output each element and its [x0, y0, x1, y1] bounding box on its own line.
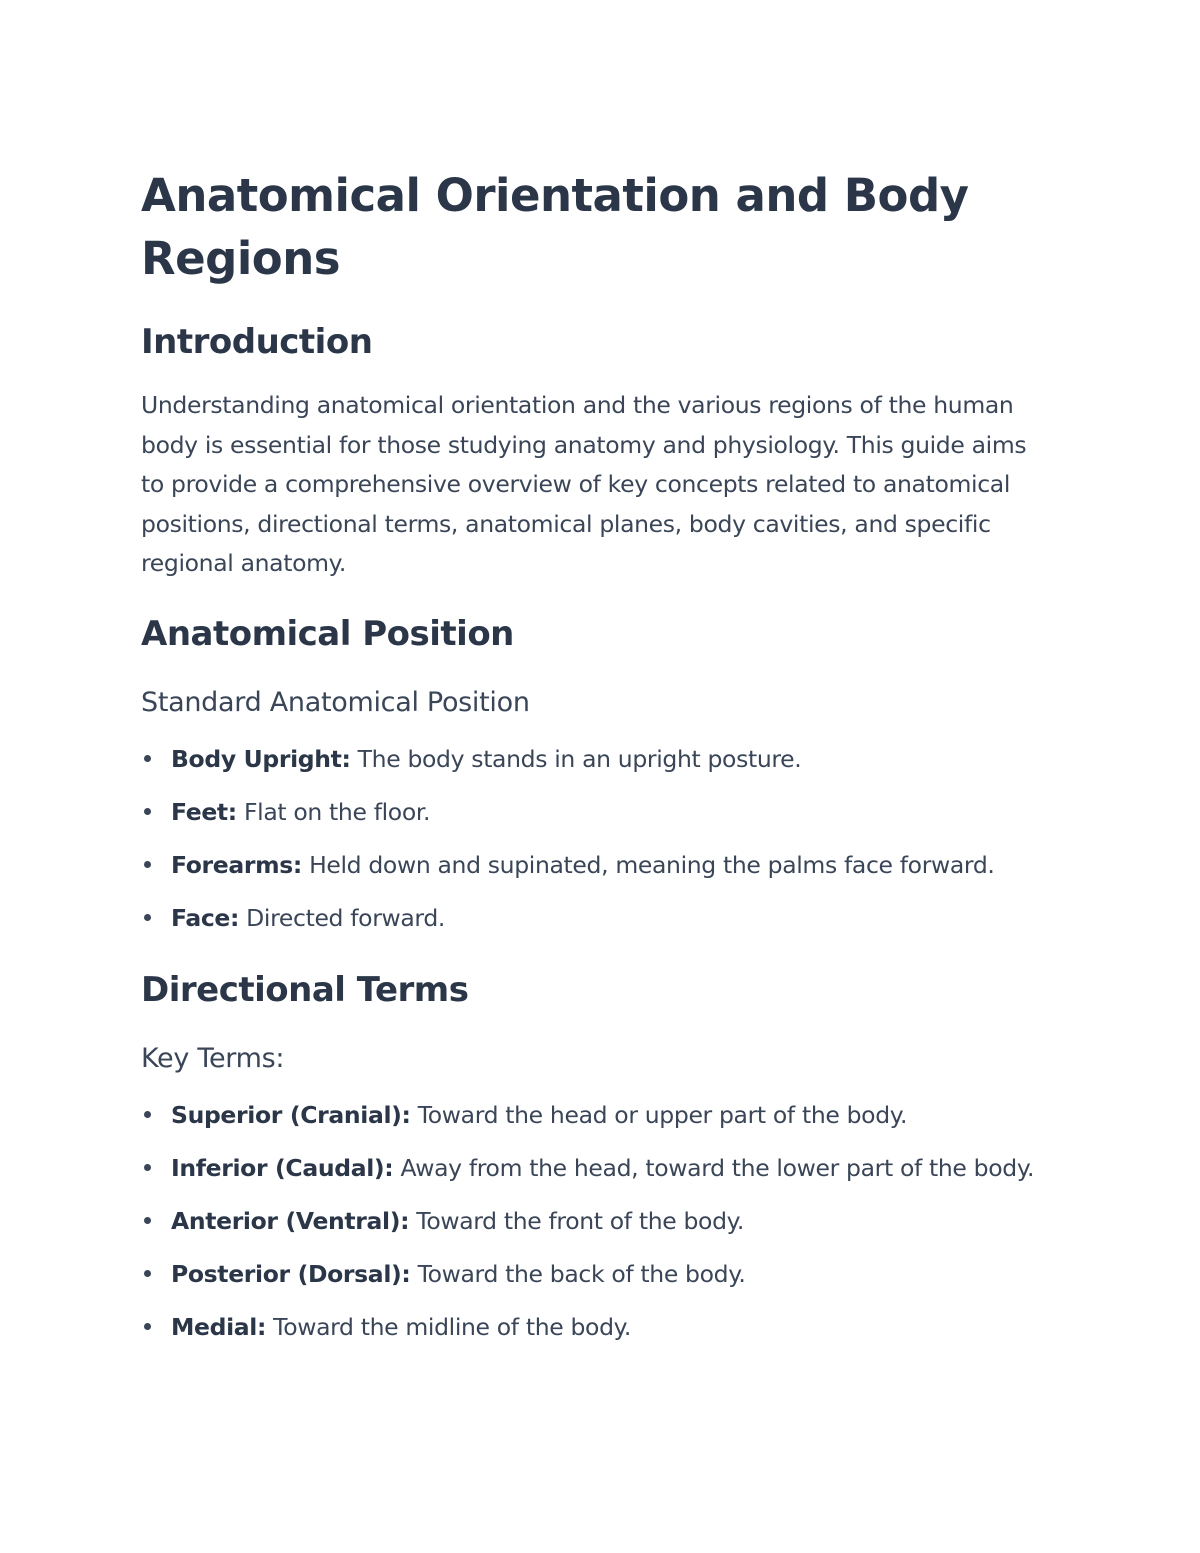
list-item-text: Toward the back of the body.	[410, 1259, 746, 1288]
list-item	[141, 1254, 1041, 1294]
list-item	[141, 1095, 1041, 1135]
list-item-term: Face:	[171, 903, 240, 932]
list-item-text: Toward the head or upper part of the body.	[410, 1100, 908, 1129]
heading-anatomical-position: Anatomical Position	[141, 613, 514, 654]
list-item-term: Forearms:	[171, 850, 302, 879]
list-item-text: Away from the head, toward the lower part of the body.	[393, 1153, 1035, 1182]
list-item-term: Superior (Cranial):	[171, 1100, 411, 1129]
list-item-term: Anterior (Ventral):	[171, 1206, 410, 1235]
bullet-icon	[144, 1164, 151, 1171]
subheading-key-terms: Key Terms:	[141, 1042, 285, 1074]
list-item-term: Posterior (Dorsal):	[171, 1259, 411, 1288]
bullet-icon	[144, 1323, 151, 1330]
bullet-icon	[144, 1270, 151, 1277]
bullet-icon	[144, 914, 151, 921]
list-item	[141, 1201, 1041, 1241]
list-item	[141, 1307, 1041, 1347]
bullet-icon	[144, 755, 151, 762]
list-item	[141, 898, 1041, 938]
document-page	[141, 164, 1041, 1360]
anatomical-position-list	[141, 739, 1041, 938]
heading-directional-terms: Directional Terms	[141, 969, 469, 1010]
list-item-term: Inferior (Caudal):	[171, 1153, 394, 1182]
list-item-text: Held down and supinated, meaning the palms face forward.	[301, 850, 995, 879]
document-title: Anatomical Orientation and Body Regions	[141, 169, 969, 285]
bullet-icon	[144, 808, 151, 815]
list-item-text: Directed forward.	[239, 903, 446, 932]
list-item-text: The body stands in an upright posture.	[350, 744, 802, 773]
subheading-standard-anatomical-position: Standard Anatomical Position	[141, 686, 530, 718]
list-item	[141, 739, 1041, 779]
list-item	[141, 845, 1041, 885]
directional-terms-list	[141, 1095, 1041, 1347]
list-item-text: Toward the midline of the body.	[266, 1312, 631, 1341]
introduction-paragraph: Understanding anatomical orientation and the various regions of the human body is essential for those studying anatomy and physiology. This guide aims to provide a comprehensive overview of key concepts related to anatomical positions, directional terms, anatomical planes, body cavities, and specific regional anatomy.	[141, 391, 1027, 577]
heading-introduction: Introduction	[141, 322, 373, 362]
list-item	[141, 792, 1041, 832]
bullet-icon	[144, 1217, 151, 1224]
list-item	[141, 1148, 1041, 1188]
bullet-icon	[144, 861, 151, 868]
list-item-term: Medial:	[171, 1312, 267, 1341]
list-item-term: Body Upright:	[171, 744, 351, 773]
bullet-icon	[144, 1111, 151, 1118]
list-item-text: Toward the front of the body.	[409, 1206, 744, 1235]
list-item-term: Feet:	[171, 797, 237, 826]
list-item-text: Flat on the floor.	[236, 797, 431, 826]
